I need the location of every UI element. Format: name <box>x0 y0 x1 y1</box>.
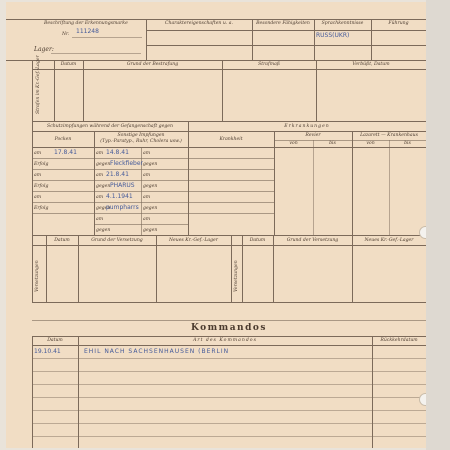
rule <box>32 191 274 192</box>
kommandos-datum-header: Datum <box>47 338 63 343</box>
versetz-side-label: Versetzungen <box>35 260 40 292</box>
rule <box>32 423 426 424</box>
sonst-row-label-2: am <box>143 217 151 222</box>
rule <box>94 224 188 225</box>
erkrank-title: Erkrankungen <box>284 124 330 129</box>
impf-row-label: am <box>34 151 42 156</box>
sonst-value: PHARUS <box>110 182 135 189</box>
rule <box>32 60 33 121</box>
rule <box>32 384 426 385</box>
rule <box>146 30 426 31</box>
rule <box>78 235 79 302</box>
rule <box>6 60 426 61</box>
impf-title: Schutzimpfungen während der Gefangenschaft gegen <box>47 124 173 129</box>
strafen-verbuesst-header: Verbüßt, Datum <box>352 62 390 67</box>
rule <box>389 140 390 235</box>
lazarett-bis-header: bis <box>404 141 411 146</box>
rule <box>32 345 426 346</box>
kommandos-rueck-header: Rückkehrdatum <box>380 338 418 343</box>
rule <box>352 235 353 302</box>
rule <box>32 69 426 70</box>
header-sprachkenntnisse: Sprachkenntnisse <box>321 21 364 26</box>
sprachkenntnisse-value: RUSS(UKR) <box>316 32 350 39</box>
sonst-row-label: am <box>96 173 104 178</box>
header-fuehrung: Führung <box>388 21 409 26</box>
sonst-value: 14.8.41 <box>106 149 129 156</box>
rule <box>372 336 373 448</box>
rule <box>32 131 426 132</box>
kommandos-art-header: Art des Kommandos <box>193 338 257 343</box>
impf-row-label: Erfolg <box>34 206 49 211</box>
sonst-row-label-2: am <box>143 173 151 178</box>
rule <box>32 436 426 437</box>
impf-row-label: am <box>34 195 42 200</box>
rule <box>32 358 426 359</box>
sonst-row-label-2: gegen <box>143 184 158 189</box>
rule <box>146 45 426 46</box>
rule <box>32 121 426 122</box>
strafen-strafmass-header: Strafmaß <box>258 62 280 67</box>
rule <box>242 235 243 302</box>
rule <box>32 235 33 302</box>
versetz-grund-header: Grund der Versetzung <box>91 238 143 243</box>
rule <box>32 158 274 159</box>
kommando-entry-datum: 19.10.41 <box>34 348 61 355</box>
strafen-side-label: Strafen im Kr.-Gef.-Lager <box>36 55 41 114</box>
lager-label: Lager: <box>34 46 54 53</box>
rule <box>72 37 142 38</box>
rule <box>313 140 314 235</box>
rule <box>32 245 426 246</box>
revier-bis-header: bis <box>329 141 336 146</box>
versetz-neues-header: Neues Kr.-Gef.-Lager <box>169 238 218 243</box>
rule <box>32 235 426 236</box>
kommandos-title: Kommandos <box>191 323 267 333</box>
impf-pocken-header: Pocken <box>54 137 72 142</box>
sonst-row-label-2: gegen <box>143 162 158 167</box>
rule <box>231 235 232 302</box>
sonst-value: pumpharrs <box>106 204 139 211</box>
punch-hole <box>419 226 426 239</box>
header-charakter: Charaktereigenschaften u. a. <box>165 21 233 26</box>
pocken-value: 17.8.41 <box>54 149 77 156</box>
versetz-datum-header: Datum <box>54 238 70 243</box>
sonst-row-label: am <box>96 217 104 222</box>
rule <box>32 180 274 181</box>
rule <box>32 410 426 411</box>
rule <box>32 169 274 170</box>
sonst-value: Fleckfieber <box>110 160 144 167</box>
nr-value: 111248 <box>76 28 99 35</box>
header-faehigkeiten: Besondere Fähigkeiten <box>256 21 310 26</box>
rule <box>352 131 353 235</box>
punch-hole <box>419 393 426 406</box>
kommando-entry-art: EHIL NACH SACHSENHAUSEN (BERLIN <box>84 348 230 355</box>
rule <box>316 60 317 121</box>
impf-row-label: Erfolg <box>34 162 49 167</box>
rule <box>46 235 47 302</box>
rule <box>274 131 275 235</box>
page-edge-shadow <box>426 0 450 450</box>
sonst-row-label: gegen <box>96 228 111 233</box>
rule <box>32 336 426 337</box>
rule <box>78 336 79 448</box>
revier-von-header: von <box>289 141 298 146</box>
erkrank-krankheit-header: Krankheit <box>219 137 243 142</box>
rule <box>51 53 141 54</box>
erkrank-lazarett-header: Lazarett — Krankenhaus <box>360 133 418 138</box>
sonst-row-label: gegen <box>96 206 111 211</box>
rule <box>32 371 426 372</box>
sonst-row-label-2: am <box>143 195 151 200</box>
impf-sonstige-header: Sonstige Impfungen <box>117 133 165 138</box>
rule <box>32 336 33 448</box>
impf-sonstige-subheader: (Typ.-Paratyp., Ruhr, Cholera usw.) <box>100 139 182 144</box>
header-erkennungsmarke: Beschriftung der Erkennungsmarke <box>44 21 128 26</box>
rule <box>32 213 274 214</box>
sonst-row-label-2: am <box>143 151 151 156</box>
versetz-side-label-2: Versetzungen <box>234 260 239 292</box>
rule <box>32 147 426 148</box>
impf-row-label: am <box>34 173 42 178</box>
strafen-grund-header: Grund der Bestrafung <box>126 62 179 67</box>
sonst-value: 21.8.41 <box>106 171 129 178</box>
sonst-row-label: gegen <box>96 162 111 167</box>
sonst-value: 4.1.1941 <box>106 193 133 200</box>
rule <box>32 302 426 303</box>
sonst-row-label-2: gegen <box>143 228 158 233</box>
sonst-row-label: am <box>96 151 104 156</box>
prisoner-record-card <box>6 2 426 448</box>
rule <box>94 131 95 235</box>
rule <box>32 397 426 398</box>
nr-label: Nr. <box>62 32 70 37</box>
strafen-datum-header: Datum <box>60 62 77 67</box>
sonst-row-label: gegen <box>96 184 111 189</box>
rule <box>54 60 55 121</box>
sonst-row-label: am <box>96 195 104 200</box>
versetz-neues-header-2: Neues Kr.-Gef.-Lager <box>364 238 414 243</box>
erkrank-revier-header: Revier <box>305 133 321 138</box>
rule <box>6 19 426 20</box>
versetz-grund-header-2: Grund der Versetzung <box>286 238 339 243</box>
sonst-row-label-2: gegen <box>143 206 158 211</box>
lazarett-von-header: von <box>366 141 375 146</box>
rule <box>83 60 84 121</box>
versetz-datum-header-2: Datum <box>249 238 266 243</box>
impf-row-label: Erfolg <box>34 184 49 189</box>
rule <box>156 235 157 302</box>
rule <box>32 202 274 203</box>
rule <box>273 235 274 302</box>
rule <box>222 60 223 121</box>
rule <box>32 320 426 321</box>
